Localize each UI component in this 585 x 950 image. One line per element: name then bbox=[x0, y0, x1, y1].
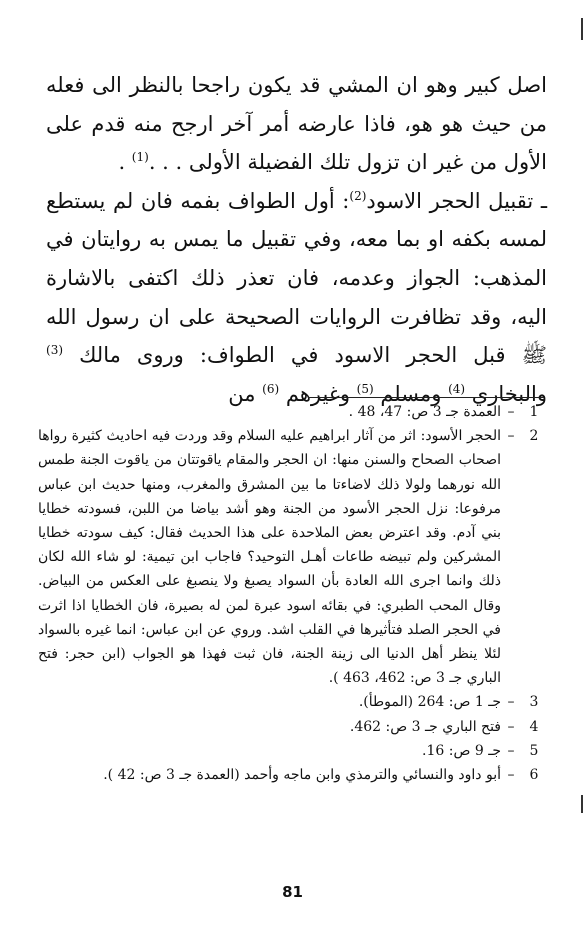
footnote-ref-2: (2) bbox=[349, 188, 367, 203]
paragraph-2-text: وغيرهم bbox=[279, 381, 357, 406]
section-lead: ـ تقبيل الحجر الاسود bbox=[366, 188, 547, 213]
paragraph-2 bbox=[46, 182, 547, 414]
footnote-dash: – bbox=[507, 428, 515, 445]
footnote-text: فتح الباري جـ 3 ص: 462. bbox=[349, 718, 501, 735]
footnote-number: 6 bbox=[529, 767, 539, 784]
paragraph-2-text: ومسلم bbox=[373, 381, 449, 406]
footnote-ref-1: (1) bbox=[131, 150, 149, 165]
paragraph-2-text: والبخاري bbox=[465, 381, 547, 406]
footnote-dash: – bbox=[507, 718, 515, 735]
footnote-ref-5: (5) bbox=[356, 381, 374, 396]
paragraph-2-text: : أول الطواف بفمه فان لم يستطع لمسه بكفه او بما معه، وفي تقبيل ما يمس به روايتان في المذهب: الجواز وعدمه، فان تعذر ذلك اكتفى بالاشارة اليه، وقد تظافرت الروايات الصحيحة على ان رسول الله ﷺ قبل الحجر الاسود في الطواف: وروى مالك bbox=[46, 188, 547, 368]
footnote-text: جـ 9 ص: 16. bbox=[422, 742, 501, 759]
footnote-ref-6: (6) bbox=[262, 381, 280, 396]
footnotes bbox=[38, 400, 547, 787]
footnote-text: العمدة جـ 3 ص: 47، 48 . bbox=[348, 404, 501, 420]
footnote-dash: – bbox=[507, 404, 515, 420]
paragraph-1 bbox=[46, 66, 547, 182]
footnote-ref-4: (4) bbox=[448, 381, 466, 396]
footnote-item bbox=[38, 690, 547, 714]
footnote-number: 5 bbox=[529, 742, 539, 759]
footnote-text: أبو داود والنسائي والترمذي وابن ماجه وأحمد (العمدة جـ 3 ص: 42 ). bbox=[103, 767, 501, 784]
footnote-item bbox=[38, 400, 547, 424]
footnote-dash: – bbox=[507, 767, 515, 784]
footnote-number: 2 bbox=[529, 428, 539, 445]
footnote-separator bbox=[308, 397, 544, 398]
footnote-dash: – bbox=[507, 694, 515, 711]
scan-edge-mark bbox=[581, 795, 583, 813]
footnote-item bbox=[38, 424, 547, 690]
footnote-item bbox=[38, 763, 547, 787]
footnote-number: 3 bbox=[529, 694, 539, 711]
paragraph-1-end: . bbox=[118, 150, 132, 175]
footnote-item bbox=[38, 715, 547, 739]
footnote-dash: – bbox=[507, 742, 515, 759]
footnote-text: الحجر الأسود: اثر من آثار ابراهيم عليه السلام وقد وردت فيه احاديث كثيرة رواها اصحاب الصحاح والسنن منها: ان الحجر والمقام ياقوتتان من ياقوت الجنة طمس الله نورهما ولولا ذلك لاضاءتا ما بين المشرق والمغرب، ومنها حديث ابن عباس مرفوعا: نزل الحجر الأسود من الجنة وهو أشد بياضا من اللبن، فسودته خطايا بني آدم. وقد اعترض بعض الملاحدة على هذا الحديث فقال: كيف سودته خطايا المشركين ولم تبيضه طاعات أهـل التوحيد؟ فاجاب ابن تيمية: لو شاء الله لكان ذلك وانما اجرى الله العادة بأن السواد يصبغ ولا ينصبغ على العكس من البياض. وقال المحب الطبري: في بقائه اسود عبرة لمن له بصيرة، فان الخطايا اذا اثرت في الحجر الصلد فتأثيرها في القلب اشد. وروي عن ابن عباس: انما غيره بالسواد لئلا ينظر أهل الدنيا الى زينة الجنة، فان ثبت فهذا هو الجواب (ابن حجر: فتح الباري جـ 3 ص: 462، 463 ). bbox=[38, 428, 501, 687]
footnote-number: 1 bbox=[529, 404, 539, 420]
paragraph-2-text: من bbox=[228, 381, 263, 406]
page-number: 81 bbox=[282, 883, 303, 901]
footnote-item bbox=[38, 739, 547, 763]
scan-edge-mark bbox=[581, 18, 583, 40]
footnote-ref-3: (3) bbox=[46, 343, 64, 358]
paragraph-1-text: اصل كبير وهو ان المشي قد يكون راجحا بالنظر الى فعله من حيث هو هو، فاذا عارضه أمر آخر ارجح منه قدم على الأول من غير ان تزول تلك الفضيلة الأولى . . . bbox=[46, 73, 547, 175]
footnote-text: جـ 1 ص: 264 (الموطأ). bbox=[358, 694, 501, 711]
footnote-number: 4 bbox=[529, 718, 539, 735]
main-text bbox=[46, 66, 547, 413]
